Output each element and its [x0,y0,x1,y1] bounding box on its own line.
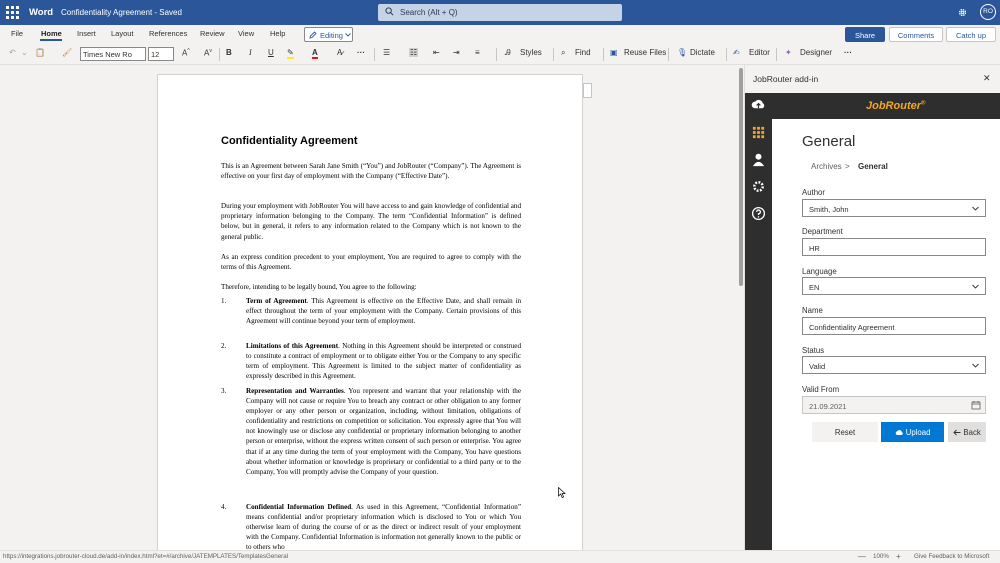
toolbar-divider [219,48,220,61]
format-painter-icon[interactable]: 🖌 [62,48,73,57]
calendar-icon[interactable] [971,400,981,410]
designer-icon[interactable]: ✦ [785,48,792,57]
paragraph: During your employment with JobRouter You will have access to and gain knowledge of confidential and proprietary information belonging to the Company. The term “Confidential Information” is defined below, but in general, it refers to any information related to the Company which is not known to the general public. [221,202,521,241]
clause-heading: Term of Agreement [246,297,307,305]
active-tab-indicator [40,39,62,41]
jobrouter-logo: JobRouter® [866,100,926,112]
back-label: Back [963,428,981,437]
cloud-upload-icon [895,429,904,436]
department-label: Department [802,227,843,236]
clause-heading: Representation and Warranties [246,387,344,395]
search-box[interactable] [378,4,622,21]
microphone-icon[interactable]: 🎙 [677,48,688,57]
toolbar-divider [374,48,375,61]
feedback-link[interactable]: Give Feedback to Microsoft [914,553,990,560]
font-color-icon[interactable]: A [312,48,318,57]
cloud-upload-icon[interactable] [751,97,766,112]
document-canvas[interactable] [0,65,744,550]
pencil-icon [309,31,317,39]
back-button[interactable] [948,422,986,442]
breadcrumb-archives[interactable]: Archives [811,162,842,171]
search-placeholder: Search (Alt + Q) [400,8,458,17]
upload-button[interactable] [881,422,944,442]
pane-title: JobRouter add-in [753,74,819,84]
list-number: 1. [221,297,227,305]
toolbar-divider [776,48,777,61]
close-pane-icon[interactable]: ✕ [983,73,991,83]
help-icon[interactable] [751,206,766,221]
status-select[interactable] [802,356,986,374]
clause-text: . As used in this Agreement, “Confidential Information” means confidential and/or proprietary information which is disclosed to You or which You otherwise learn of during the course of or as the direct or indirect result of your employment with the Company. Confidential Information is information not generally known to the public or to others who [246,503,521,550]
scrollbar-thumb[interactable] [739,68,743,286]
reset-label: Reset [834,428,856,437]
underline-button[interactable]: U [268,48,274,57]
share-button[interactable] [845,27,885,42]
toolbar-divider [603,48,604,61]
search-icon [385,7,394,16]
shrink-font-icon[interactable]: $A^v$ [204,48,212,58]
tab-references[interactable]: References [149,29,188,38]
clause-heading: Confidential Information Defined [246,503,352,511]
catch-up-label: Catch up [955,31,987,40]
editing-label: Editing [320,31,343,40]
toolbar-divider [668,48,669,61]
title-bar [0,0,1000,25]
status-bar [0,550,1000,563]
breadcrumb-separator: > [845,162,850,171]
paragraph: Therefore, intending to be legally bound, You agree to the following: [221,283,417,291]
numbering-icon[interactable]: ☷ [410,48,418,57]
mouse-cursor-icon [558,487,566,498]
find-button[interactable]: Find [575,48,591,57]
more-font-icon[interactable]: ··· [357,48,365,57]
tab-review[interactable]: Review [200,29,225,38]
styles-icon[interactable]: Ꭿ [505,48,511,57]
name-input[interactable] [802,317,986,335]
language-select[interactable] [802,277,986,295]
designer-button[interactable]: Designer [800,48,833,57]
decrease-indent-icon[interactable]: ⇤ [433,48,440,57]
paragraph: As an express condition precedent to your employment, You are required to agree to comply with the terms of this Agreement. [221,253,521,272]
toolbar-divider [496,48,497,61]
department-input[interactable] [802,238,986,256]
zoom-out-button[interactable]: — [858,552,866,561]
tab-insert[interactable]: Insert [77,29,96,38]
toolbar-divider [553,48,554,61]
undo-icon[interactable]: ↶ [9,48,16,57]
author-label: Author [802,188,825,197]
name-label: Name [802,306,823,315]
user-icon[interactable] [751,152,766,167]
department-value: HR [809,244,820,253]
clause-text: . Nothing in this Agreement should be interpreted or construed to constitute a contract of employment or to obligate either You or the Company to any specific term of employment. This Agreement is limited to the subject matter of confidentiality as expressly described in this Agreement. [246,342,522,381]
comments-button[interactable] [889,27,943,42]
editor-button[interactable]: Editor [749,48,770,57]
align-icon[interactable]: ≡ [475,48,480,57]
settings-gear-icon[interactable] [957,7,968,18]
chevron-down-icon [971,282,980,291]
chevron-down-icon [971,204,980,213]
paragraph: This is an Agreement between Sarah Jane Smith (“You”) and JobRouter (“Company”). The Agreement is effective on your first day of employment with the Company (“Effective Date”). [221,162,521,181]
styles-button[interactable]: Styles [520,48,542,57]
comments-label: Comments [897,31,935,40]
status-label: Status [802,346,825,355]
reset-button[interactable] [812,422,878,442]
list-number: 2. [221,342,227,350]
catch-up-button[interactable] [946,27,996,42]
page-side-marker [583,83,592,98]
arrow-left-icon [953,429,961,436]
clause-text: . This Agreement is effective on the Effective Date, and shall remain in effect throughout the term of your employment with the Company. Certain provisions of this Agreement will continue beyond your term of employment. [246,297,522,326]
pane-header [745,65,1000,93]
jobrouter-sidebar [745,93,772,550]
app-name[interactable]: Word [29,7,54,18]
form-title: General [802,133,856,150]
valid-from-date-input[interactable] [802,396,986,414]
settings-gear-icon[interactable] [751,179,766,194]
share-label: Share [854,31,875,40]
increase-indent-icon[interactable]: ⇥ [453,48,460,57]
tab-layout[interactable]: Layout [111,29,134,38]
bold-button[interactable]: B [226,48,232,57]
reuse-files-button[interactable]: Reuse Files [624,48,667,57]
paste-icon[interactable]: 📋 [35,48,45,57]
author-select[interactable] [802,199,986,217]
zoom-in-button[interactable]: + [896,552,901,561]
font-size-select[interactable]: 12 [148,47,174,61]
zoom-level[interactable]: 100% [873,553,889,560]
ribbon-tabs [0,25,1000,44]
jobrouter-banner [772,93,1000,119]
grow-font-icon[interactable]: A^ [182,48,190,58]
author-value: Smith, John [809,205,849,214]
clause-heading: Limitations of this Agreement [246,342,339,350]
find-icon[interactable]: ⌕ [561,48,566,57]
more-options-button[interactable]: ··· [844,48,852,57]
tab-file[interactable]: File [11,29,24,38]
language-label: Language [802,267,837,276]
italic-button[interactable]: I [249,48,252,57]
toolbar-divider [726,48,727,61]
chevron-down-icon [971,361,980,370]
reuse-files-icon[interactable]: ▣ [610,48,618,57]
document-title: Confidentiality Agreement [221,135,358,147]
valid-from-label: Valid From [802,385,840,394]
editing-mode-dropdown[interactable] [304,27,353,42]
redo-dropdown-icon[interactable]: ⌄ [21,48,28,57]
breadcrumb-current: General [858,162,888,171]
upload-label: Upload [905,428,931,437]
tab-view[interactable]: View [238,29,255,38]
user-avatar[interactable]: RO [980,4,996,20]
status-value: Valid [809,362,826,371]
clause-text: . You represent and warrant that your relationship with the Company will not cause or require You to breach any contract or other obligation to any former employer or any other person or organization, including, without limitation, obligations of confidentiality and restrictions on competition or solicitation. You expressly agree that You will not knowingly use or disclose any confidential or proprietary information belonging to another person or enterprise, without the express written consent of such person or enterprise. You agree that if at any time during the term of your employment with the Company, You have questions about whether information or knowledge is proprietary or confidential to a third party or to the Company, You will promptly advise the Company of your question. [246,387,521,476]
home-ribbon [0,44,1000,65]
chevron-down-icon [345,33,351,37]
highlight-icon[interactable]: ✎ [287,48,294,57]
app-launcher-icon[interactable] [6,6,19,19]
document-name[interactable]: Confidentiality Agreement - Saved [61,8,182,17]
bullets-icon[interactable]: ☰ [383,48,391,57]
tab-help[interactable]: Help [270,29,286,38]
name-value: Confidentiality Agreement [809,323,895,332]
language-value: EN [809,283,820,292]
add-in-pane [744,65,1000,550]
clear-format-icon[interactable]: A̷ [337,48,343,57]
list-number: 3. [221,387,227,395]
list-number: 4. [221,503,227,511]
grid-apps-icon[interactable] [751,125,766,140]
editor-icon[interactable]: ✍ [733,48,740,57]
document-page[interactable] [157,74,583,550]
font-name-select[interactable]: Times New Ro [80,47,146,61]
valid-from-value: 21.09.2021 [809,402,847,411]
tab-home[interactable]: Home [41,29,62,38]
dictate-button[interactable]: Dictate [690,48,715,57]
status-url: https://integrations.jobrouter-cloud.de/add-in/index.html?et=#/archive/JATEMPLATES/TemplatesGeneral [3,553,289,560]
